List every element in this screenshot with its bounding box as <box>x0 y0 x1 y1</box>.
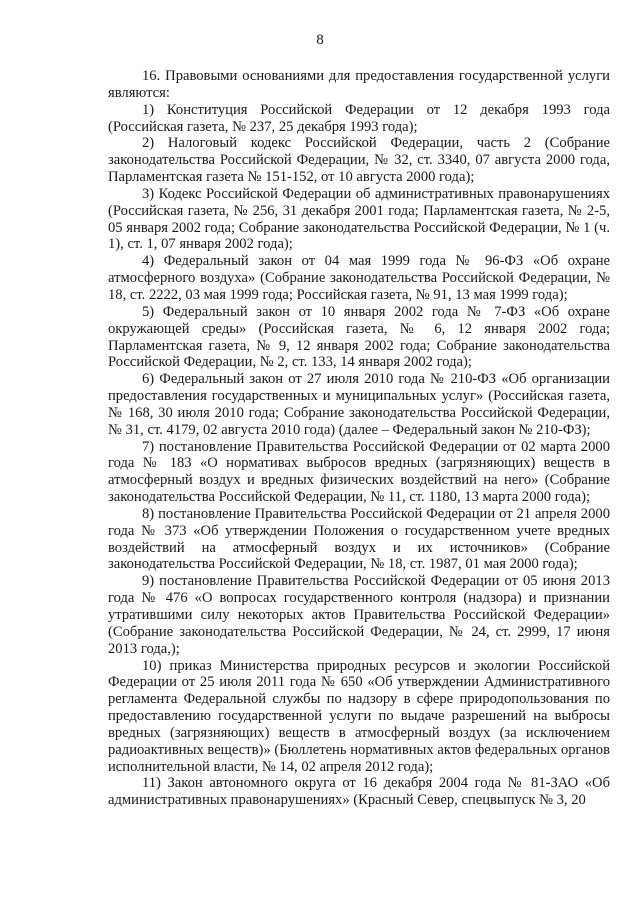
page-number: 8 <box>316 32 324 48</box>
legal-basis-item: 7) постановление Правительства Российской Федерации от 02 марта 2000 года № 183 «О нормативах выбросов вредных (загрязняющих) веществ в атмосферный воздух и вредных физических воздействий на него» (Собрание законодательства Российской Федерации, № 11, ст. 1180, 13 марта 2000 года); <box>108 438 610 506</box>
legal-basis-item: 11) Закон автономного округа от 16 декабря 2004 года № 81-ЗАО «Об административных правонарушениях» (Красный Север, спецвыпуск № 3, 20 <box>108 775 610 809</box>
legal-basis-item: 2) Налоговый кодекс Российской Федерации, часть 2 (Собрание законодательства Российской Федерации, № 32, ст. 3340, 07 августа 2000 года, Парламентская газета № 151-152, от 10 августа 2000 года); <box>108 135 610 186</box>
legal-basis-item: 8) постановление Правительства Российской Федерации от 21 апреля 2000 года № 373 «Об утверждении Положения о государственном учете вредных воздействий на атмосферный воздух и их источников» (Собрание законодательства Российской Федерации, № 18, ст. 1987, 01 мая 2000 года); <box>108 505 610 573</box>
legal-basis-item: 4) Федеральный закон от 04 мая 1999 года № 96-ФЗ «Об охране атмосферного воздуха» (Собрание законодательства Российской Федерации, № 18, ст. 2222, 03 мая 1999 года; Российская газета, № 91, 13 мая 1999 года); <box>108 253 610 303</box>
legal-basis-item: 6) Федеральный закон от 27 июля 2010 года № 210-ФЗ «Об организации предоставления государственных и муниципальных услуг» (Российская газета, № 168, 30 июля 2010 года; Собрание законодательства Российской Федерации, № 31, ст. 4179, 02 августа 2010 года) (далее – Федеральный закон № 210-ФЗ); <box>108 371 610 438</box>
legal-basis-item: 1) Конституция Российской Федерации от 12 декабря 1993 года (Российская газета, № 237, 25 декабря 1993 года); <box>108 101 610 135</box>
legal-basis-item: 5) Федеральный закон от 10 января 2002 года № 7-ФЗ «Об охране окружающей среды» (Российская газета, № 6, 12 января 2002 года; Парламентская газета, № 9, 12 января 2002 года; Собрание законодательства Российской Федерации, № 2, ст. 133, 14 января 2002 года); <box>108 303 610 371</box>
section-intro: 16. Правовыми основаниями для предоставления государственной услуги являются: <box>108 68 610 101</box>
legal-basis-item: 9) постановление Правительства Российской Федерации от 05 июня 2013 года № 476 «О вопросах государственного контроля (надзора) и признании утратившими силу некоторых актов Правительства Российской Федерации» (Собрание законодательства Российской Федерации, № 24, ст. 2999, 17 июня 2013 года,); <box>108 573 610 657</box>
legal-basis-item: 3) Кодекс Российской Федерации об административных правонарушениях (Российская газета, № 256, 31 декабря 2001 года; Парламентская газета, № 2-5, 05 января 2002 года; Собрание законодательства Российской Федерации, № 1 (ч. 1), ст. 1, 07 января 2002 года); <box>108 185 610 253</box>
legal-basis-item: 10) приказ Министерства природных ресурсов и экологии Российской Федерации от 25 июля 2011 года № 650 «Об утверждении Административного регламента Федеральной службы по надзору в сфере природопользования по предоставлению государственной услуги по выдаче разрешений на выбросы вредных (загрязняющих) веществ в атмосферный воздух (за исключением радиоактивных веществ)» (Бюллетень нормативных актов федеральных органов исполнительной власти, № 14, 02 апреля 2012 года); <box>108 657 610 775</box>
document-body <box>108 68 610 809</box>
